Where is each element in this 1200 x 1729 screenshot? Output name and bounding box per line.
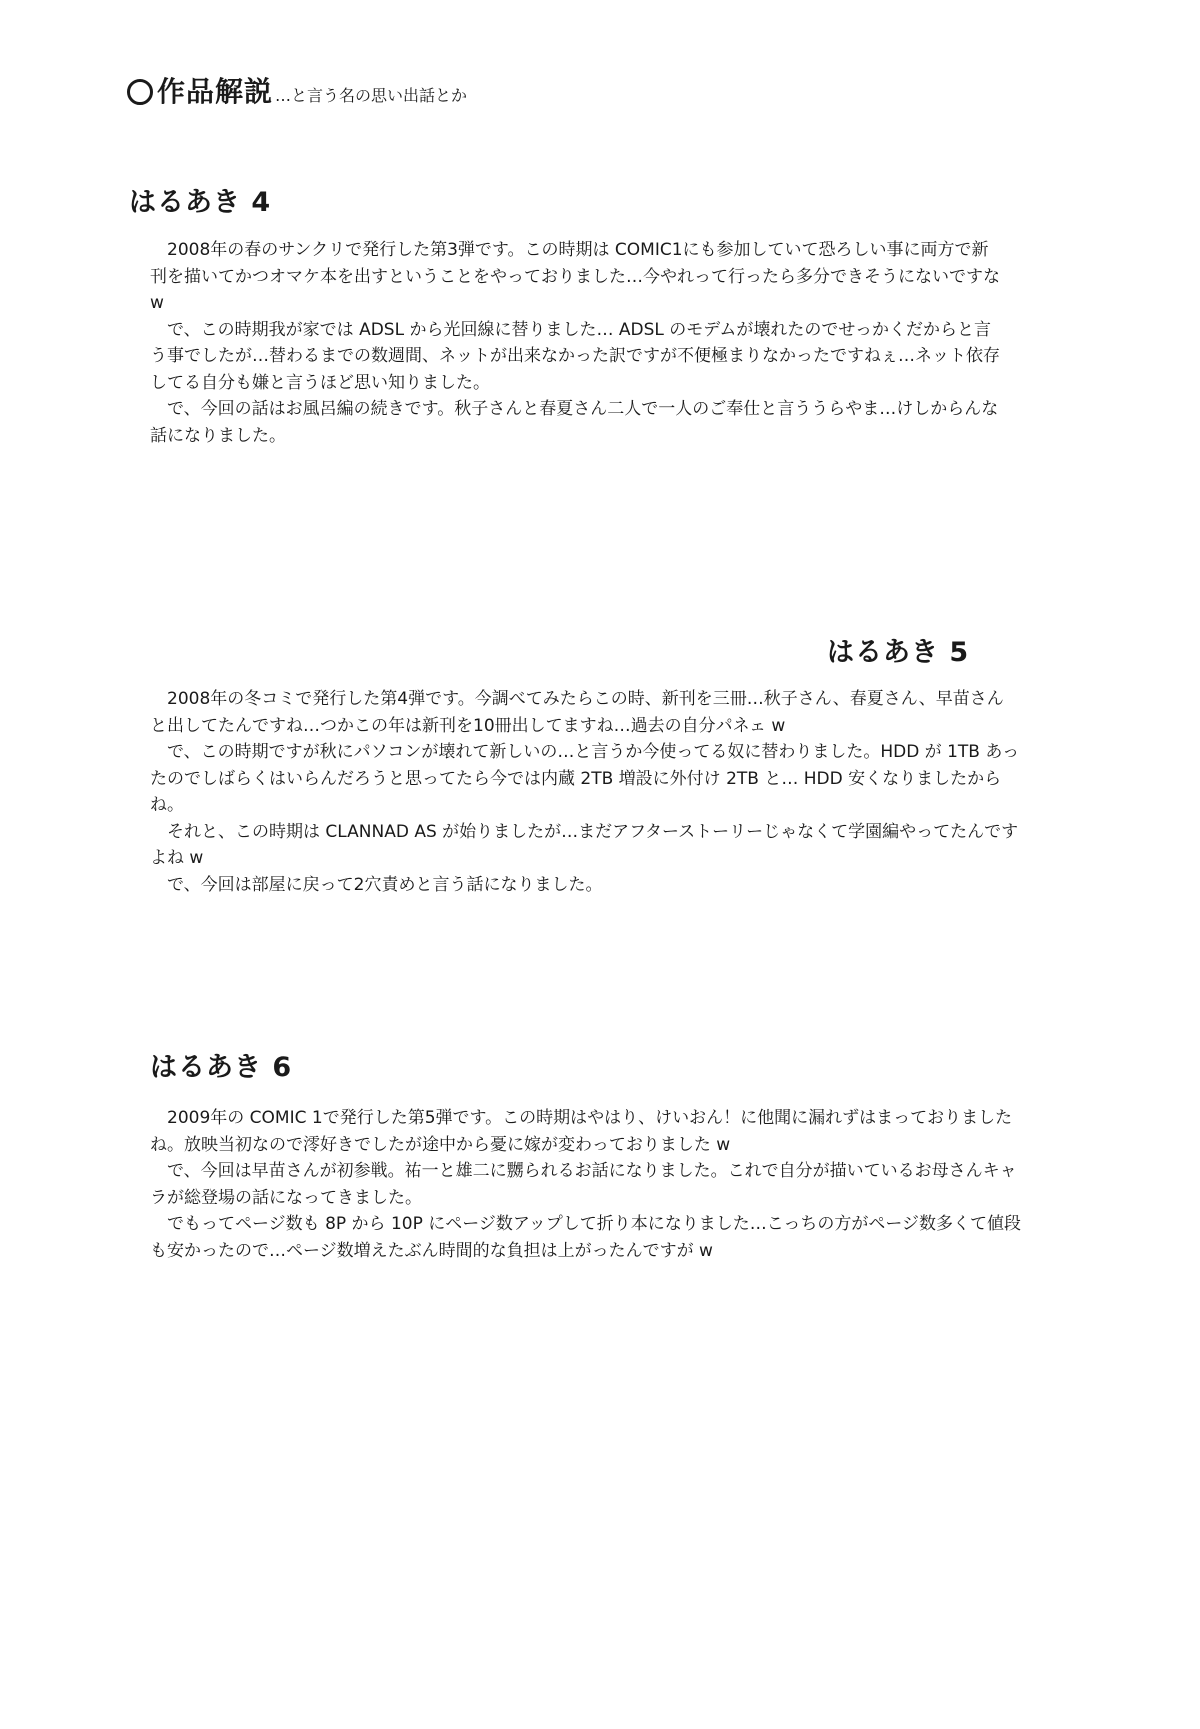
section-body-harukaki-4 (150, 237, 1000, 449)
header-title: 作品解説 (157, 75, 274, 108)
paragraph: で、この時期ですが秋にパソコンが壊れて新しいの…と言うか今使ってる奴に替わりました。HDD が 1TB あったのでしばらくはいらんだろうと思ってたら今では内蔵 2TB 増設に外付け 2TB と… HDD 安くなりましたからね。 (150, 742, 1020, 815)
paragraph: 2008年の春のサンクリで発行した第3弾です。この時期は COMIC1にも参加していて恐ろしい事に両方で新刊を描いてかつオマケ本を出すということをやっておりました…今やれって行ったら多分できそうにないですな w (150, 240, 1000, 313)
page-header (127, 70, 467, 110)
paragraph: でもってページ数も 8P から 10P にページ数アップして折り本になりました…こっちの方がページ数多くて値段も安かったので…ページ数増えたぶん時間的な負担は上がったんですが w (150, 1214, 1022, 1261)
section-body-harukaki-5 (150, 686, 1020, 898)
section-body-harukaki-6 (150, 1105, 1030, 1264)
paragraph: で、今回は早苗さんが初参戦。祐一と雄二に嬲られるお話になりました。これで自分が描いているお母さんキャラが総登場の話になってきました。 (150, 1161, 1017, 1208)
paragraph: それと、この時期は CLANNAD AS が始りましたが…まだアフターストーリーじゃなくて学園編やってたんですよね w (150, 821, 1019, 868)
header-subtitle: …と言う名の思い出話とか (275, 86, 468, 105)
section-title-harukaki-5: はるあき 5 (827, 637, 970, 668)
paragraph: で、この時期我が家では ADSL から光回線に替りました… ADSL のモデムが壊れたのでせっかくだからと言う事でしたが…替わるまでの数週間、ネットが出来なかった訳ですが不便極まりなかったですねぇ…ネット依存してる自分も嫌と言うほど思い知りました。 (150, 319, 1000, 393)
section-title-harukaki-4: はるあき 4 (129, 187, 272, 218)
paragraph: 2008年の冬コミで発行した第4弾です。今調べてみたらこの時、新刊を三冊…秋子さん、春夏さん、早苗さんと出してたんですね…つかこの年は新刊を10冊出してますね…過去の自分パネェ w (150, 689, 1004, 736)
circle-mark-icon (127, 79, 153, 105)
section-title-harukaki-6: はるあき 6 (150, 1052, 293, 1083)
paragraph: 2009年の COMIC 1で発行した第5弾です。この時期はやはり、けいおん！に他聞に漏れずはまっておりましたね。放映当初なので澪好きでしたが途中から憂に嫁が変わっておりました w (150, 1108, 1013, 1155)
paragraph: で、今回の話はお風呂編の続きです。秋子さんと春夏さん二人で一人のご奉仕と言ううらやま…けしからんな話になりました。 (150, 399, 999, 446)
paragraph: で、今回は部屋に戻って2穴責めと言う話になりました。 (167, 874, 603, 895)
